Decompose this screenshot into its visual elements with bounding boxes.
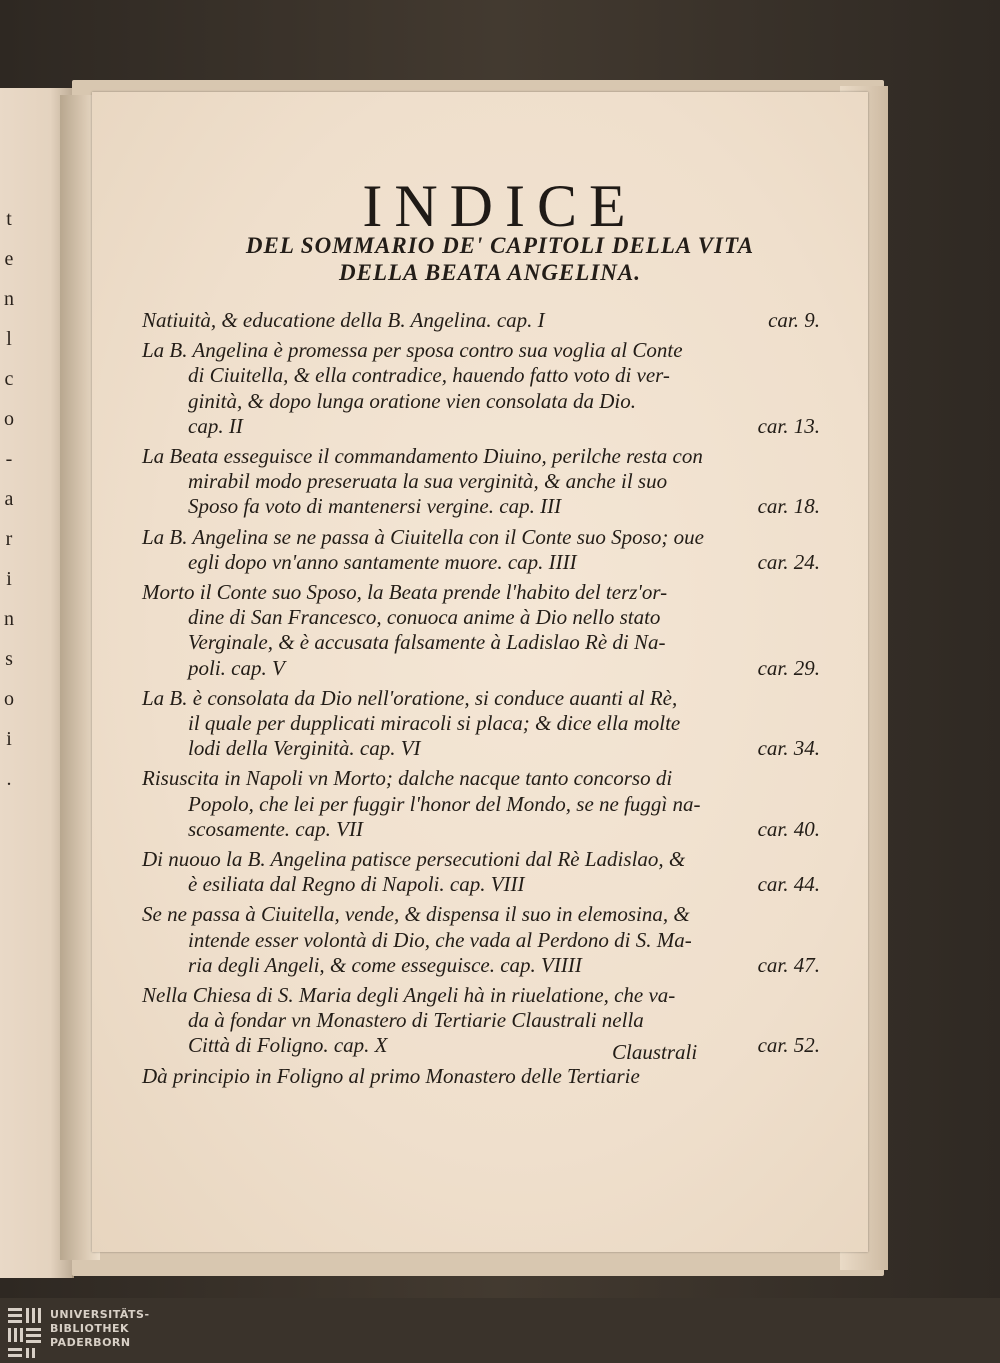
page-reference: car. 9. [768, 308, 820, 332]
library-logo-text [50, 1308, 150, 1350]
page-subtitle-line-2: DELLA BEATA ANGELINA. [339, 260, 641, 285]
entry-line: Popolo, che lei per fuggir l'honor del Mondo, se ne fuggì na- [188, 791, 701, 816]
logo-line-3: PADERBORN [50, 1336, 131, 1349]
page-reference: car. 40. [757, 816, 820, 841]
catchword: Claustrali [612, 1040, 698, 1064]
entry-line: Se ne passa à Ciuitella, vende, & dispensa il suo in elemosina, & [142, 902, 690, 927]
entry-line: La B. Angelina se ne passa à Ciuitella con il Conte suo Sposo; oue [142, 524, 704, 549]
entry-line: di Ciuitella, & ella contradice, hauendo fatto voto di ver- [188, 363, 670, 388]
left-page-glyph: t [6, 208, 12, 230]
entry-line [142, 736, 822, 761]
entry-line: da à fondar vn Monastero di Tertiarie Claustrali nella [188, 1008, 644, 1033]
index-entry [142, 308, 822, 333]
entry-line: Risuscita in Napoli vn Morto; dalche nacque tanto concorso di [142, 766, 673, 791]
left-page-glyph: c [4, 368, 14, 390]
index-entry [142, 525, 822, 575]
entry-line [142, 494, 822, 519]
left-page-glyph: o [4, 408, 14, 430]
page-title: INDICE [362, 173, 638, 239]
entry-line [142, 656, 822, 681]
library-logo-icon [8, 1308, 44, 1358]
entry-line: Morto il Conte suo Sposo, la Beata prende l'habito del terz'or- [142, 580, 668, 605]
page-reference: car. 18. [757, 494, 820, 519]
left-page-glyph: l [6, 328, 12, 350]
footer-bar [0, 1298, 1000, 1363]
entry-line-text: ria degli Angeli, & come esseguisce. cap. VIIII [188, 952, 582, 977]
entry-line: ginità, & dopo lunga oratione vien consolata da Dio. [188, 388, 636, 413]
index-entry [142, 338, 822, 439]
index-entries [142, 308, 822, 1094]
entry-line-text: è esiliata dal Regno di Napoli. cap. VIII [188, 872, 525, 897]
left-page-glyph: a [4, 488, 14, 510]
entry-line: Nella Chiesa di S. Maria degli Angeli hà in riuelatione, che va- [142, 983, 676, 1008]
index-entry [142, 902, 822, 978]
entry-line-text: scosamente. cap. VII [188, 816, 363, 841]
entry-line: il quale per dupplicati miracoli si placa; & dice ella molte [188, 711, 681, 736]
left-page-glyph: . [6, 768, 12, 790]
index-entry [142, 686, 822, 762]
index-entry [142, 444, 822, 520]
page-reference: car. 34. [757, 736, 820, 761]
left-page-glyph: s [5, 648, 13, 670]
page-reference: car. 52. [757, 1033, 820, 1058]
left-page-glyph: i [6, 728, 12, 750]
left-page-glyph: n [4, 608, 14, 630]
entry-line: La Beata esseguisce il commandamento Diuino, perilche resta con [142, 444, 703, 469]
entry-line: mirabil modo preseruata la sua verginità, & anche il suo [188, 469, 668, 494]
index-entry [142, 766, 822, 842]
left-page-glyph: n [4, 288, 14, 310]
entry-line [142, 550, 822, 575]
entry-line [142, 1033, 822, 1058]
left-page-glyph: e [4, 248, 14, 270]
entry-line: Verginale, & è accusata falsamente à Ladislao Rè di Na- [188, 630, 666, 655]
entry-line: Di nuouo la B. Angelina patisce persecutioni dal Rè Ladislao, & [142, 847, 686, 872]
logo-line-2: BIBLIOTHEK [50, 1322, 130, 1335]
entry-line: La B. è consolata da Dio nell'oratione, si conduce auanti al Rè, [142, 685, 678, 710]
page-reference: car. 44. [757, 872, 820, 897]
page-reference: car. 24. [757, 549, 820, 574]
entry-line-text: Sposo fa voto di mantenersi vergine. cap. III [188, 494, 562, 519]
left-page-glyph: i [6, 568, 12, 590]
entry-line: Dà principio in Foligno al primo Monastero delle Tertiarie [142, 1063, 640, 1088]
page-reference: car. 47. [757, 952, 820, 977]
index-entry [142, 847, 822, 897]
entry-line: dine di San Francesco, conuoca anime à Dio nello stato [188, 605, 661, 630]
entry-line-text: Natiuità, & educatione della B. Angelina. cap. I [142, 308, 545, 332]
entry-line-text: cap. II [188, 413, 243, 438]
index-entry [142, 580, 822, 681]
left-page-glyph: o [4, 688, 14, 710]
entry-line [142, 817, 822, 842]
entry-line: La B. Angelina è promessa per sposa contro sua voglia al Conte [142, 338, 683, 363]
index-entry [142, 983, 822, 1059]
entry-line [142, 308, 822, 333]
entry-line [142, 872, 822, 897]
entry-line-text: egli dopo vn'anno santamente muore. cap. IIII [188, 549, 577, 574]
entry-line [142, 953, 822, 978]
entry-line-text: poli. cap. V [188, 655, 285, 680]
logo-line-1: UNIVERSITÄTS- [50, 1308, 150, 1321]
entry-line-text: lodi della Verginità. cap. VI [188, 736, 421, 761]
left-page-glyph: - [5, 448, 13, 470]
index-entry [142, 1064, 822, 1089]
entry-line [142, 414, 822, 439]
page-subtitle-line-1: DEL SOMMARIO DE' CAPITOLI DELLA VITA [245, 233, 755, 258]
left-page-glyph: r [5, 528, 13, 550]
page-reference: car. 13. [757, 413, 820, 438]
page-reference: car. 29. [757, 655, 820, 680]
entry-line-text: Città di Foligno. cap. X [188, 1033, 388, 1058]
entry-line: intende esser volontà di Dio, che vada al Perdono di S. Ma- [188, 927, 692, 952]
index-page [92, 92, 868, 1252]
